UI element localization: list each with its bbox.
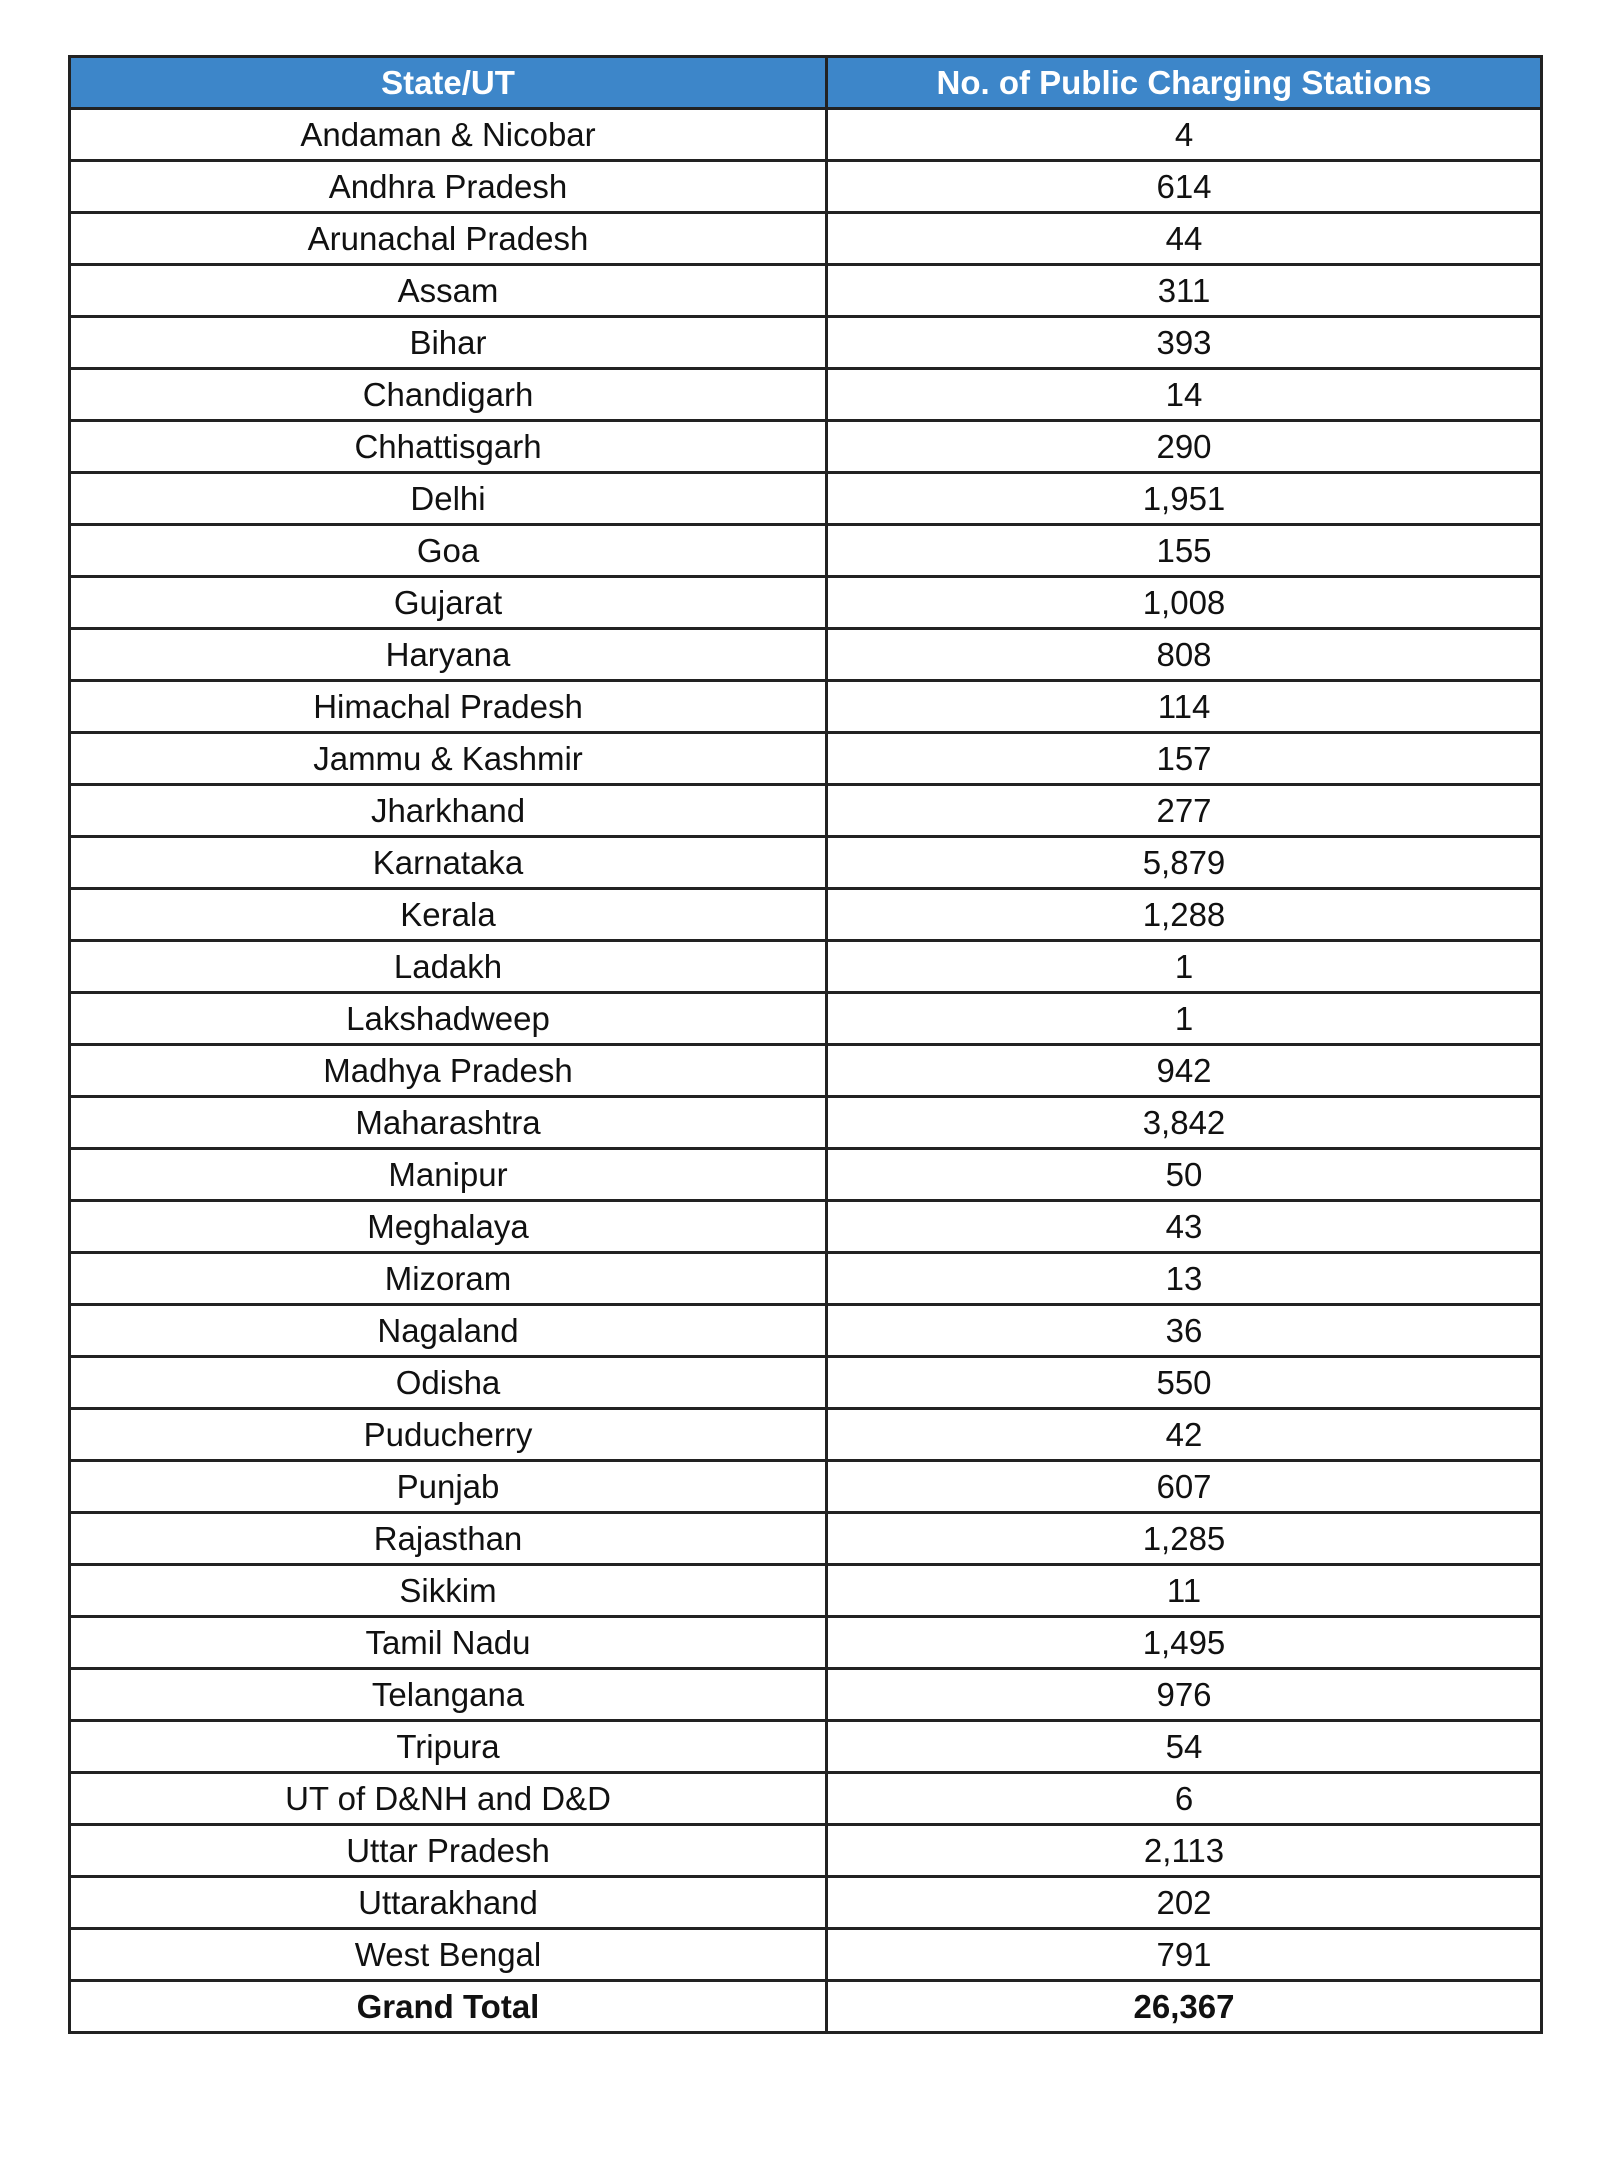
grand-total-value: 26,367 (827, 1981, 1542, 2033)
header-stations: No. of Public Charging Stations (827, 57, 1542, 109)
state-cell: Ladakh (70, 941, 827, 993)
table-row (70, 1149, 1542, 1201)
table-row (70, 1461, 1542, 1513)
state-cell: Uttar Pradesh (70, 1825, 827, 1877)
table-row (70, 629, 1542, 681)
state-cell: Madhya Pradesh (70, 1045, 827, 1097)
charging-stations-table (68, 55, 1543, 2034)
state-cell: Andhra Pradesh (70, 161, 827, 213)
state-cell: Punjab (70, 1461, 827, 1513)
table-body (70, 109, 1542, 1981)
stations-cell: 311 (827, 265, 1542, 317)
state-cell: UT of D&NH and D&D (70, 1773, 827, 1825)
table-row (70, 525, 1542, 577)
table-header-row (70, 57, 1542, 109)
table-row (70, 317, 1542, 369)
stations-cell: 942 (827, 1045, 1542, 1097)
stations-cell: 290 (827, 421, 1542, 473)
state-cell: Arunachal Pradesh (70, 213, 827, 265)
stations-cell: 614 (827, 161, 1542, 213)
state-cell: Sikkim (70, 1565, 827, 1617)
table-row (70, 1773, 1542, 1825)
table-row (70, 1929, 1542, 1981)
state-cell: Delhi (70, 473, 827, 525)
stations-cell: 43 (827, 1201, 1542, 1253)
state-cell: Telangana (70, 1669, 827, 1721)
state-cell: Andaman & Nicobar (70, 109, 827, 161)
state-cell: Rajasthan (70, 1513, 827, 1565)
state-cell: Nagaland (70, 1305, 827, 1357)
table-row (70, 941, 1542, 993)
state-cell: Jammu & Kashmir (70, 733, 827, 785)
table-row (70, 1669, 1542, 1721)
table-row (70, 889, 1542, 941)
stations-cell: 1 (827, 941, 1542, 993)
stations-cell: 36 (827, 1305, 1542, 1357)
table-row (70, 681, 1542, 733)
table-row (70, 421, 1542, 473)
table-row (70, 577, 1542, 629)
stations-cell: 14 (827, 369, 1542, 421)
table-row (70, 1721, 1542, 1773)
stations-cell: 277 (827, 785, 1542, 837)
stations-cell: 1,288 (827, 889, 1542, 941)
table-row (70, 1409, 1542, 1461)
header-state: State/UT (70, 57, 827, 109)
state-cell: Assam (70, 265, 827, 317)
table-row (70, 1357, 1542, 1409)
state-cell: Mizoram (70, 1253, 827, 1305)
state-cell: Jharkhand (70, 785, 827, 837)
stations-cell: 607 (827, 1461, 1542, 1513)
table-row (70, 785, 1542, 837)
stations-cell: 1,495 (827, 1617, 1542, 1669)
stations-cell: 1,008 (827, 577, 1542, 629)
state-cell: Puducherry (70, 1409, 827, 1461)
stations-cell: 44 (827, 213, 1542, 265)
stations-cell: 2,113 (827, 1825, 1542, 1877)
stations-cell: 808 (827, 629, 1542, 681)
stations-cell: 11 (827, 1565, 1542, 1617)
table-row (70, 1045, 1542, 1097)
state-cell: Bihar (70, 317, 827, 369)
state-cell: Chandigarh (70, 369, 827, 421)
state-cell: Uttarakhand (70, 1877, 827, 1929)
table-row (70, 1513, 1542, 1565)
table-row (70, 161, 1542, 213)
table-row (70, 109, 1542, 161)
state-cell: Kerala (70, 889, 827, 941)
state-cell: Tamil Nadu (70, 1617, 827, 1669)
table-row (70, 265, 1542, 317)
stations-cell: 202 (827, 1877, 1542, 1929)
stations-cell: 114 (827, 681, 1542, 733)
state-cell: Meghalaya (70, 1201, 827, 1253)
state-cell: West Bengal (70, 1929, 827, 1981)
table-row (70, 1877, 1542, 1929)
state-cell: Haryana (70, 629, 827, 681)
table-row (70, 1201, 1542, 1253)
stations-cell: 54 (827, 1721, 1542, 1773)
grand-total-row (70, 1981, 1542, 2033)
stations-cell: 3,842 (827, 1097, 1542, 1149)
table-row (70, 1097, 1542, 1149)
stations-cell: 155 (827, 525, 1542, 577)
stations-cell: 393 (827, 317, 1542, 369)
stations-cell: 6 (827, 1773, 1542, 1825)
table-row (70, 1617, 1542, 1669)
stations-cell: 550 (827, 1357, 1542, 1409)
stations-cell: 4 (827, 109, 1542, 161)
state-cell: Lakshadweep (70, 993, 827, 1045)
table-row (70, 369, 1542, 421)
table-row (70, 1305, 1542, 1357)
grand-total-label: Grand Total (70, 1981, 827, 2033)
stations-cell: 42 (827, 1409, 1542, 1461)
table-row (70, 1565, 1542, 1617)
state-cell: Tripura (70, 1721, 827, 1773)
state-cell: Goa (70, 525, 827, 577)
state-cell: Karnataka (70, 837, 827, 889)
stations-cell: 1,285 (827, 1513, 1542, 1565)
table-row (70, 733, 1542, 785)
stations-cell: 1 (827, 993, 1542, 1045)
state-cell: Gujarat (70, 577, 827, 629)
table-row (70, 1253, 1542, 1305)
stations-cell: 157 (827, 733, 1542, 785)
table-row (70, 213, 1542, 265)
state-cell: Maharashtra (70, 1097, 827, 1149)
stations-cell: 791 (827, 1929, 1542, 1981)
stations-cell: 1,951 (827, 473, 1542, 525)
table-row (70, 993, 1542, 1045)
stations-cell: 5,879 (827, 837, 1542, 889)
stations-cell: 976 (827, 1669, 1542, 1721)
stations-cell: 50 (827, 1149, 1542, 1201)
state-cell: Odisha (70, 1357, 827, 1409)
table-row (70, 473, 1542, 525)
stations-cell: 13 (827, 1253, 1542, 1305)
table-row (70, 1825, 1542, 1877)
state-cell: Himachal Pradesh (70, 681, 827, 733)
table-row (70, 837, 1542, 889)
state-cell: Chhattisgarh (70, 421, 827, 473)
state-cell: Manipur (70, 1149, 827, 1201)
